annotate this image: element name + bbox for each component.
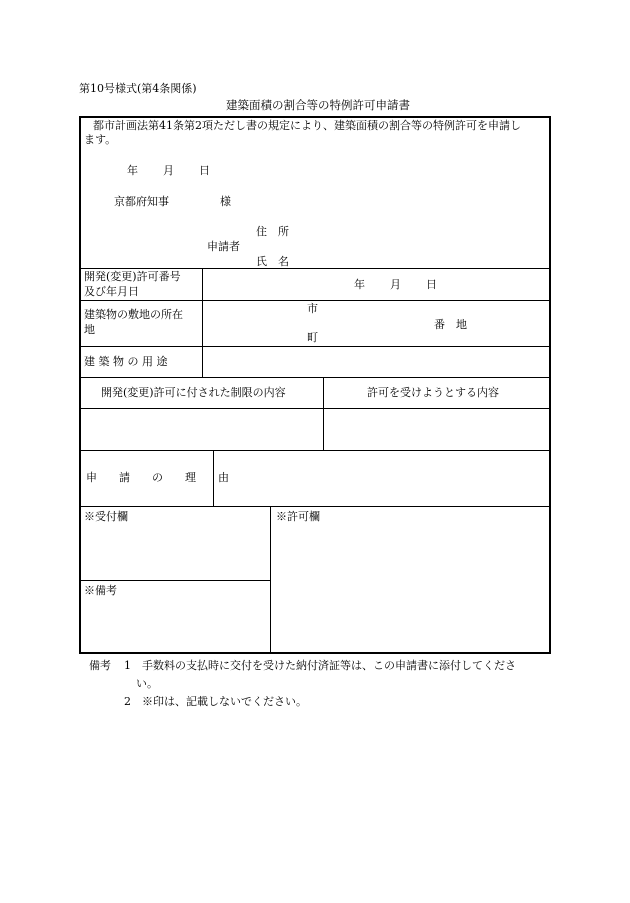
- note-1-text: 手数料の支払時に交付を受けた納付済証等は、この申請書に添付してくださ: [142, 659, 516, 672]
- application-statement-cont: ます。: [84, 133, 117, 146]
- reason-label: 申 請 の 理 由: [86, 471, 229, 484]
- permit-date-day: 日: [426, 278, 437, 291]
- site-label-1: 建築物の敷地の所在: [84, 308, 183, 321]
- requested-header: 許可を受けようとする内容: [367, 386, 499, 399]
- divider-reason: [80, 506, 550, 507]
- date-year: 年: [127, 164, 138, 177]
- name-label: 氏 名: [256, 255, 289, 268]
- divider-site: [80, 346, 550, 347]
- divider-use: [80, 377, 550, 378]
- remarks-label: ※備考: [84, 584, 117, 597]
- site-town: 町: [307, 331, 318, 344]
- note-2-number: 2: [124, 695, 131, 708]
- restrictions-header: 開発(変更)許可に付された制限の内容: [101, 386, 286, 399]
- applicant-label: 申請者: [207, 240, 240, 253]
- date-month: 月: [163, 164, 174, 177]
- permit-label: ※許可欄: [276, 510, 320, 523]
- honorific: 様: [220, 195, 231, 208]
- divider-headers: [80, 408, 550, 409]
- divider-reception: [80, 580, 270, 581]
- note-1-number: 1: [124, 659, 131, 672]
- divider-middle-column: [323, 377, 324, 450]
- reception-label: ※受付欄: [84, 510, 128, 523]
- application-statement: 都市計画法第41条第2項ただし書の規定により、建築面積の割合等の特例許可を申請し: [93, 119, 521, 132]
- note-2-text: ※印は、記載しないでください。: [142, 695, 307, 708]
- divider-office-column: [270, 506, 271, 653]
- permit-date-month: 月: [390, 278, 401, 291]
- divider-contents: [80, 450, 550, 451]
- site-lot: 番 地: [434, 318, 467, 331]
- permit-number-label-2: 及び年月日: [84, 285, 139, 298]
- site-city: 市: [307, 302, 318, 315]
- permit-number-label-1: 開発(変更)許可番号: [84, 270, 181, 283]
- date-day: 日: [199, 164, 210, 177]
- divider-application: [80, 268, 550, 269]
- form-title: 建築面積の割合等の特例許可申請書: [226, 98, 410, 112]
- note-1-cont: い。: [136, 677, 158, 690]
- divider-label-column: [202, 268, 203, 377]
- site-label-2: 地: [84, 323, 95, 336]
- divider-permit-number: [80, 300, 550, 301]
- permit-date-year: 年: [354, 278, 365, 291]
- address-label: 住 所: [256, 225, 289, 238]
- form-number: 第10号様式(第4条関係): [79, 82, 197, 95]
- notes-heading: 備考: [89, 659, 111, 672]
- addressee: 京都府知事: [114, 195, 169, 208]
- use-label: 建 築 物 の 用 途: [84, 355, 168, 368]
